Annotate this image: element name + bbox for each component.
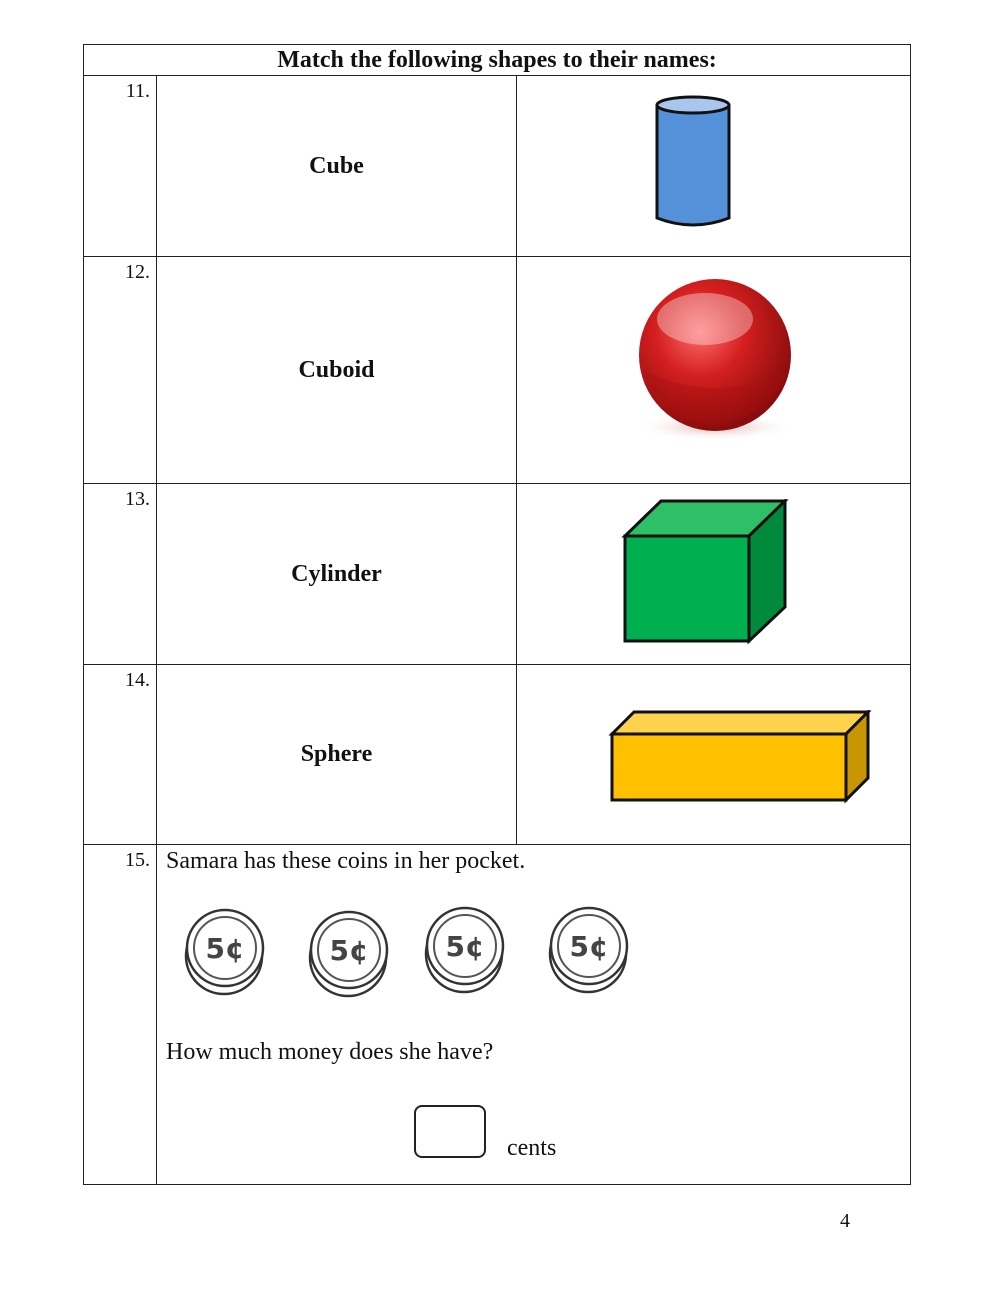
coin-icon xyxy=(183,905,267,1002)
shape-name-label[interactable]: Cuboid xyxy=(157,257,517,484)
coin-label: 5¢ xyxy=(569,930,609,963)
coin-label: 5¢ xyxy=(445,930,485,963)
question-number: 14. xyxy=(84,665,157,845)
worksheet-title: Match the following shapes to their names: xyxy=(84,45,911,76)
question-number: 12. xyxy=(84,257,157,484)
shape-image-cell[interactable] xyxy=(517,484,911,665)
coin-label: 5¢ xyxy=(205,932,245,965)
question-number: 15. xyxy=(84,845,157,1185)
shape-name-label[interactable]: Cylinder xyxy=(157,484,517,665)
matching-table xyxy=(83,44,911,1185)
question-number: 11. xyxy=(84,76,157,257)
cube-icon[interactable] xyxy=(621,499,791,649)
shape-image-cell[interactable] xyxy=(517,257,911,484)
coin-label: 5¢ xyxy=(329,934,369,967)
coin-icon xyxy=(423,903,507,1000)
shape-image-cell[interactable] xyxy=(517,76,911,257)
question-number: 13. xyxy=(84,484,157,665)
shape-image-cell[interactable] xyxy=(517,665,911,845)
coin-icon xyxy=(547,903,631,1000)
shape-name-label[interactable]: Sphere xyxy=(157,665,517,845)
money-question-cell xyxy=(157,845,911,1185)
shape-name-label[interactable]: Cube xyxy=(157,76,517,257)
cuboid-icon[interactable] xyxy=(608,710,872,806)
question-prompt: Samara has these coins in her pocket. xyxy=(166,848,526,874)
sphere-icon[interactable] xyxy=(625,275,805,455)
answer-input-box[interactable] xyxy=(414,1105,486,1158)
unit-label: cents xyxy=(507,1135,557,1161)
page-number: 4 xyxy=(840,1210,850,1232)
coin-icon xyxy=(307,907,391,1004)
cylinder-icon[interactable] xyxy=(653,94,733,230)
money-question: How much money does she have? xyxy=(166,1039,494,1065)
